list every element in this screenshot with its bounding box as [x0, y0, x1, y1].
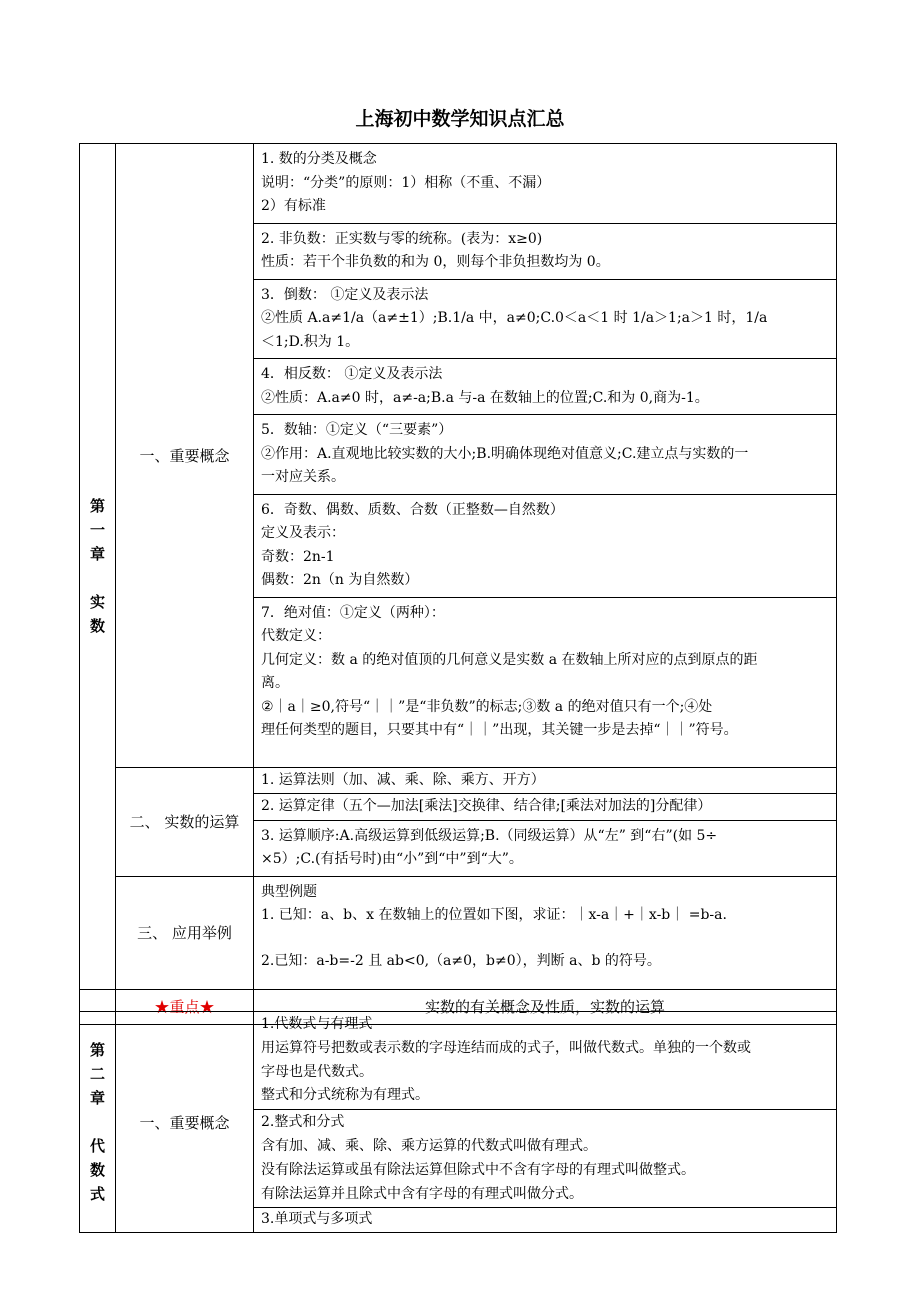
key-point-label: ★重点★ — [116, 989, 254, 1024]
concept-item-5: 5．数轴：①定义（“三要素”） ②作用：A.直观地比较实数的大小;B.明确体现绝对值意义;C.建立点与实数的一 一对应关系。 — [254, 415, 837, 495]
ch2-concept-item-1: 1.代数式与有理式 用运算符号把数或表示数的字母连结而成的式子，叫做代数式。单独的一个数或 字母也是代数式。 整式和分式统称为有理式。 — [254, 1012, 837, 1110]
chapter2-label: 第 二 章 代 数 式 — [80, 1012, 116, 1233]
concept-item-7: 7．绝对值：①定义（两种）： 代数定义： 几何定义：数 a 的绝对值顶的几何意义是实数 a 在数轴上所对应的点到原点的距 离。 ②｜a｜≥0,符号“｜｜”是“非负数”的标志;③数 a 的绝对值只有一个;④处 理任何类型的题目，只要其中有“｜｜”出现，其关键一步是去掉“｜｜”符号。 — [254, 597, 837, 767]
chapter1-table — [79, 143, 837, 1025]
concept-item-2: 2. 非负数：正实数与零的统称。(表为：x≥0) 性质：若干个非负数的和为 0，则每个非负担数均为 0。 — [254, 223, 837, 279]
chapter2-section-concepts-label: 一、重要概念 — [116, 1012, 254, 1233]
examples-content: 典型例题 1. 已知：a、b、x 在数轴上的位置如下图，求证：｜x-a｜+｜x-b｜ =b-a. 2.已知：a-b=-2 且 ab<0,（a≠0，b≠0），判断 a、b 的符号。 — [254, 876, 837, 989]
ch2-concept-item-2: 2.整式和分式 含有加、减、乘、除、乘方运算的代数式叫做有理式。 没有除法运算或虽有除法运算但除式中不含有字母的有理式叫做整式。 有除法运算并且除式中含有字母的有理式叫做分式。 — [254, 1110, 837, 1208]
section-examples-label: 三、 应用举例 — [116, 876, 254, 989]
concept-item-4: 4．相反数： ①定义及表示法 ②性质：A.a≠0 时，a≠-a;B.a 与-a 在数轴上的位置;C.和为 0,商为-1。 — [254, 359, 837, 415]
section-concepts-label: 一、重要概念 — [116, 144, 254, 768]
chapter2-table — [79, 1011, 837, 1233]
section-operations-label: 二、 实数的运算 — [116, 767, 254, 876]
ch2-concept-item-3: 3.单项式与多项式 — [254, 1208, 837, 1233]
operation-item-2: 2. 运算定律（五个—加法[乘法]交换律、结合律;[乘法对加法的]分配律） — [254, 794, 837, 821]
chapter1-label: 第 一 章 实 数 — [80, 144, 116, 990]
page-title: 上海初中数学知识点汇总 — [355, 108, 565, 130]
operation-item-1: 1. 运算法则（加、减、乘、除、乘方、开方） — [254, 767, 837, 794]
concept-item-6: 6．奇数、偶数、质数、合数（正整数—自然数） 定义及表示： 奇数：2n-1 偶数：2n（n 为自然数） — [254, 494, 837, 597]
key-point-text: 实数的有关概念及性质，实数的运算 — [254, 989, 837, 1024]
operation-item-3: 3. 运算顺序:A.高级运算到低级运算;B.（同级运算）从“左” 到“右”(如 5÷ ×5）;C.(有括号时)由“小”到“中”到“大”。 — [254, 820, 837, 876]
concept-item-1: 1. 数的分类及概念 说明：“分类”的原则：1）相称（不重、不漏） 2）有标准 — [254, 144, 837, 224]
concept-item-3: 3．倒数： ①定义及表示法 ②性质 A.a≠1/a（a≠±1）;B.1/a 中，a≠0;C.0＜a＜1 时 1/a＞1;a＞1 时，1/a ＜1;D.积为 1。 — [254, 279, 837, 359]
